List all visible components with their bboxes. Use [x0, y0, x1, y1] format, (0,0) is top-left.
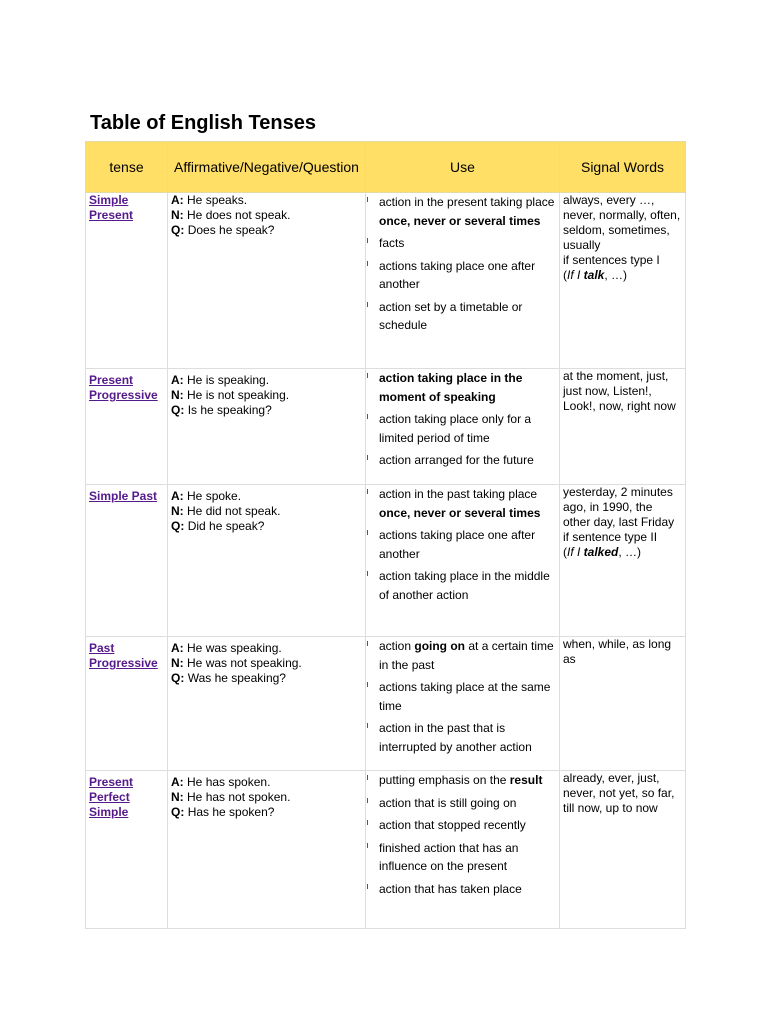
- affirmative-line: [171, 775, 362, 790]
- use-text: action in the present taking place: [379, 195, 555, 209]
- use-item: [379, 816, 556, 835]
- use-list: [369, 485, 556, 604]
- forms-cell: [168, 193, 366, 369]
- negative-line: [171, 656, 362, 671]
- use-text: actions taking place one after another: [379, 258, 536, 291]
- use-text: actions taking place at the same time: [379, 680, 551, 713]
- negative-text: He is not speaking.: [187, 388, 290, 402]
- question-line: [171, 805, 362, 820]
- tense-cell: [86, 369, 168, 485]
- affirmative-line: [171, 641, 362, 656]
- use-list: [369, 771, 556, 898]
- question-label: Q:: [171, 671, 185, 685]
- question-text: Has he spoken?: [187, 805, 275, 819]
- signal-words-example: [563, 545, 682, 560]
- table-row: [86, 771, 686, 929]
- negative-label: N:: [171, 656, 184, 670]
- affirmative-label: A:: [171, 373, 184, 387]
- question-label: Q:: [171, 805, 185, 819]
- use-item: [379, 485, 556, 522]
- use-text: actions taking place one after another: [379, 528, 536, 561]
- tenses-table: [85, 141, 686, 929]
- tense-cell: [86, 637, 168, 771]
- use-cell: [366, 637, 560, 771]
- use-text: action that has taken place: [379, 881, 522, 896]
- signal-words-extra: if sentence type II: [563, 530, 658, 544]
- affirmative-label: A:: [171, 489, 184, 503]
- forms-cell: [168, 637, 366, 771]
- negative-label: N:: [171, 504, 184, 518]
- use-item: [379, 369, 556, 406]
- signal-words: yesterday, 2 minutes ago, in 1990, the other day, last Friday: [563, 485, 675, 529]
- example-paren: (: [563, 545, 567, 559]
- affirmative-label: A:: [171, 193, 184, 207]
- negative-label: N:: [171, 790, 184, 804]
- use-item: [379, 880, 556, 899]
- example-verb: talked: [583, 545, 619, 559]
- header-row: [86, 142, 686, 193]
- use-item: [379, 298, 556, 335]
- header-forms: Affirmative/Negative/Question: [168, 142, 366, 193]
- use-emphasis: once, never or several times: [379, 505, 541, 520]
- tense-cell: [86, 485, 168, 637]
- example-paren: (: [563, 268, 567, 282]
- forms-cell: [168, 369, 366, 485]
- tense-link[interactable]: Simple Past: [89, 489, 158, 503]
- header-tense: tense: [86, 142, 168, 193]
- table-row: [86, 369, 686, 485]
- use-emphasis: result: [509, 773, 543, 787]
- use-item: [379, 839, 556, 876]
- negative-text: He does not speak.: [187, 208, 291, 222]
- use-text: action arranged for the future: [379, 453, 534, 467]
- header-signal-words: Signal Words: [560, 142, 686, 193]
- tense-cell: [86, 193, 168, 369]
- question-text: Does he speak?: [187, 223, 275, 237]
- use-cell: [366, 369, 560, 485]
- use-emphasis: going on: [414, 639, 466, 653]
- affirmative-line: [171, 373, 362, 388]
- use-text: action that stopped recently: [379, 818, 526, 832]
- affirmative-text: He has spoken.: [187, 775, 271, 789]
- use-text: action taking place in the middle of another action: [379, 569, 550, 602]
- tense-link[interactable]: Past Progressive: [89, 641, 158, 670]
- table-row: [86, 485, 686, 637]
- tense-link[interactable]: Present Progressive: [89, 373, 158, 402]
- use-emphasis: action taking place in the moment of speaking: [379, 371, 523, 404]
- header-use: Use: [366, 142, 560, 193]
- tense-cell: [86, 771, 168, 929]
- use-cell: [366, 485, 560, 637]
- affirmative-line: [171, 489, 362, 504]
- signal-words-example: [563, 268, 682, 283]
- example-tail: , …): [604, 268, 628, 282]
- negative-label: N:: [171, 208, 184, 222]
- affirmative-label: A:: [171, 775, 184, 789]
- page-title: Table of English Tenses: [90, 112, 316, 134]
- use-text: action: [379, 639, 415, 653]
- use-cell: [366, 771, 560, 929]
- table-row: [86, 637, 686, 771]
- use-item: [379, 451, 556, 470]
- signal-words: always, every …, never, normally, often, seldom, sometimes, usually: [563, 193, 681, 252]
- use-emphasis: once, never or several times: [379, 213, 541, 228]
- forms-cell: [168, 771, 366, 929]
- question-line: [171, 403, 362, 418]
- affirmative-text: He was speaking.: [187, 641, 282, 655]
- forms-cell: [168, 485, 366, 637]
- question-text: Did he speak?: [187, 519, 265, 533]
- tense-link[interactable]: Present Perfect Simple: [89, 775, 134, 819]
- use-item: [379, 257, 556, 294]
- signal-words: when, while, as long as: [563, 637, 672, 666]
- use-item: [379, 526, 556, 563]
- question-label: Q:: [171, 223, 185, 237]
- use-text: putting emphasis on the: [379, 773, 510, 787]
- signal-words: at the moment, just, just now, Listen!, Look!, now, right now: [563, 369, 676, 413]
- use-list: [369, 193, 556, 335]
- use-item: [379, 678, 556, 715]
- negative-text: He did not speak.: [187, 504, 281, 518]
- negative-line: [171, 208, 362, 223]
- negative-text: He has not spoken.: [187, 790, 291, 804]
- signal-words-cell: [560, 193, 686, 369]
- use-item: [379, 771, 556, 790]
- signal-words-cell: [560, 485, 686, 637]
- affirmative-label: A:: [171, 641, 184, 655]
- affirmative-text: He speaks.: [187, 193, 248, 207]
- use-item: [379, 410, 556, 447]
- use-text: finished action that has an influence on the present: [379, 840, 519, 873]
- tense-link[interactable]: Simple Present: [89, 193, 134, 222]
- question-label: Q:: [171, 403, 185, 417]
- example-verb: talk: [583, 268, 605, 282]
- use-item: [379, 234, 556, 253]
- use-text: action in the past taking place: [379, 487, 538, 501]
- affirmative-text: He is speaking.: [187, 373, 270, 387]
- use-text: facts: [379, 236, 405, 250]
- example-tail: , …): [618, 545, 642, 559]
- use-cell: [366, 193, 560, 369]
- negative-line: [171, 504, 362, 519]
- table-row: [86, 193, 686, 369]
- question-line: [171, 671, 362, 686]
- negative-label: N:: [171, 388, 184, 402]
- signal-words-cell: [560, 369, 686, 485]
- question-label: Q:: [171, 519, 185, 533]
- signal-words-cell: [560, 637, 686, 771]
- use-text-tail: at a certain time in the past: [379, 639, 554, 672]
- question-text: Is he speaking?: [187, 403, 272, 417]
- use-text: action taking place only for a limited period of time: [379, 412, 532, 445]
- affirmative-text: He spoke.: [187, 489, 242, 503]
- use-list: [369, 369, 556, 470]
- affirmative-line: [171, 193, 362, 208]
- use-list: [369, 637, 556, 756]
- use-item: [379, 794, 556, 813]
- signal-words: already, ever, just, never, not yet, so far, till now, up to now: [563, 771, 675, 815]
- use-item: [379, 637, 556, 674]
- question-line: [171, 519, 362, 534]
- negative-line: [171, 388, 362, 403]
- use-item: [379, 567, 556, 604]
- example-if: If I: [567, 545, 584, 559]
- use-item: [379, 193, 556, 230]
- use-text: action set by a timetable or schedule: [379, 299, 523, 332]
- negative-text: He was not speaking.: [187, 656, 302, 670]
- use-text: action in the past that is interrupted by another action: [379, 721, 532, 754]
- question-line: [171, 223, 362, 238]
- negative-line: [171, 790, 362, 805]
- use-item: [379, 719, 556, 756]
- question-text: Was he speaking?: [187, 671, 286, 685]
- signal-words-extra: if sentences type I: [563, 253, 660, 267]
- signal-words-cell: [560, 771, 686, 929]
- example-if: If I: [567, 268, 584, 282]
- use-text: action that is still going on: [379, 795, 517, 810]
